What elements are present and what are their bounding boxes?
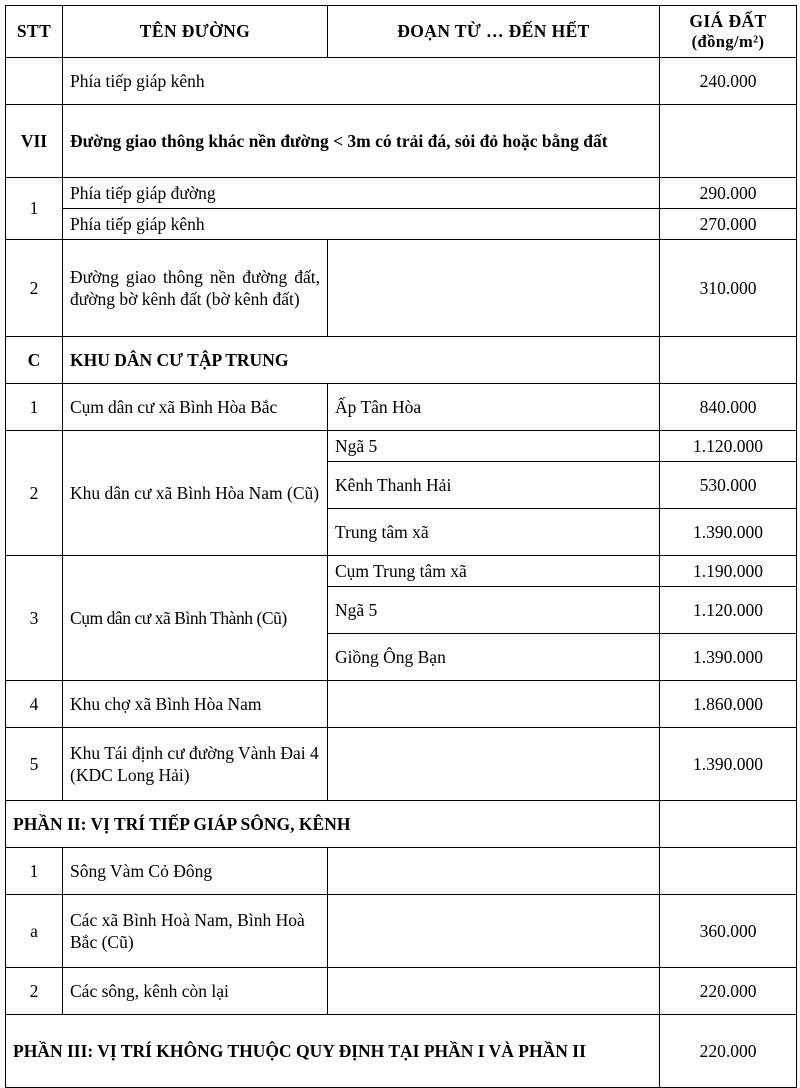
row-price: 1.120.000 — [660, 587, 797, 634]
table-header — [6, 6, 797, 58]
column-header-stt: STT — [6, 6, 63, 58]
column-header-price-main: GIÁ ĐẤT — [689, 11, 767, 31]
row-stt: 2 — [6, 430, 63, 555]
table-row — [6, 848, 797, 895]
table-row-section — [6, 801, 797, 848]
row-name: Phía tiếp giáp kênh — [63, 57, 660, 104]
land-price-table — [5, 5, 797, 1088]
table-row — [6, 430, 797, 461]
row-stt: 1 — [6, 177, 63, 239]
row-price: 530.000 — [660, 461, 797, 508]
table-row — [6, 968, 797, 1015]
row-segment: Ngã 5 — [328, 430, 660, 461]
row-stt: a — [6, 895, 63, 968]
row-segment: Ngã 5 — [328, 587, 660, 634]
column-header-segment: ĐOẠN TỪ … ĐẾN HẾT — [328, 6, 660, 58]
row-name: Các xã Bình Hoà Nam, Bình Hoà Bắc (Cũ) — [63, 895, 328, 968]
row-segment: Cụm Trung tâm xã — [328, 555, 660, 586]
row-price — [660, 336, 797, 383]
row-stt: 1 — [6, 848, 63, 895]
row-segment — [328, 239, 660, 336]
row-stt — [6, 57, 63, 104]
row-price: 1.390.000 — [660, 634, 797, 681]
row-price: 1.190.000 — [660, 555, 797, 586]
row-price: 270.000 — [660, 208, 797, 239]
section-title: KHU DÂN CƯ TẬP TRUNG — [63, 336, 660, 383]
table-row — [6, 57, 797, 104]
column-header-street-name: TÊN ĐƯỜNG — [63, 6, 328, 58]
section-title: PHẦN III: VỊ TRÍ KHÔNG THUỘC QUY ĐỊNH TẠI PHẦN I VÀ PHẦN II — [6, 1015, 660, 1088]
row-price: 310.000 — [660, 239, 797, 336]
row-price: 840.000 — [660, 383, 797, 430]
table-row — [6, 895, 797, 968]
row-price: 360.000 — [660, 895, 797, 968]
row-price: 1.390.000 — [660, 508, 797, 555]
row-segment — [328, 895, 660, 968]
row-stt: 5 — [6, 728, 63, 801]
row-price: 1.390.000 — [660, 728, 797, 801]
table-row — [6, 239, 797, 336]
row-segment: Giồng Ông Bạn — [328, 634, 660, 681]
table-row — [6, 555, 797, 586]
table-row-section — [6, 1015, 797, 1088]
table-row — [6, 728, 797, 801]
row-name: Phía tiếp giáp đường — [63, 177, 660, 208]
row-stt: C — [6, 336, 63, 383]
row-price: 1.120.000 — [660, 430, 797, 461]
table-row-section — [6, 336, 797, 383]
row-price: 290.000 — [660, 177, 797, 208]
row-segment — [328, 681, 660, 728]
row-stt: 2 — [6, 968, 63, 1015]
row-name: Khu dân cư xã Bình Hòa Nam (Cũ) — [63, 430, 328, 555]
section-title: PHẦN II: VỊ TRÍ TIẾP GIÁP SÔNG, KÊNH — [6, 801, 660, 848]
row-segment: Ấp Tân Hòa — [328, 383, 660, 430]
row-price: 220.000 — [660, 968, 797, 1015]
row-stt: 3 — [6, 555, 63, 680]
row-price — [660, 104, 797, 177]
row-name: Khu Tái định cư đường Vành Đai 4 (KDC Long Hải) — [63, 728, 328, 801]
table-row — [6, 383, 797, 430]
row-price — [660, 801, 797, 848]
table-row — [6, 681, 797, 728]
column-header-price — [660, 6, 797, 58]
row-stt: 1 — [6, 383, 63, 430]
row-stt: 2 — [6, 239, 63, 336]
column-header-price-unit: (đồng/m²) — [691, 32, 765, 52]
table-body — [6, 57, 797, 1087]
row-price: 240.000 — [660, 57, 797, 104]
row-name: Khu chợ xã Bình Hòa Nam — [63, 681, 328, 728]
row-name: Sông Vàm Cỏ Đông — [63, 848, 328, 895]
row-segment — [328, 728, 660, 801]
section-title: Đường giao thông khác nền đường < 3m có trải đá, sỏi đỏ hoặc bằng đất — [63, 104, 660, 177]
row-segment — [328, 848, 660, 895]
row-name: Đường giao thông nền đường đất, đường bờ kênh đất (bờ kênh đất) — [63, 239, 328, 336]
row-price: 1.860.000 — [660, 681, 797, 728]
row-stt: 4 — [6, 681, 63, 728]
row-price — [660, 848, 797, 895]
table-row — [6, 208, 797, 239]
table-header-row — [6, 6, 797, 58]
row-segment: Kênh Thanh Hải — [328, 461, 660, 508]
row-segment: Trung tâm xã — [328, 508, 660, 555]
row-stt: VII — [6, 104, 63, 177]
row-segment — [328, 968, 660, 1015]
table-row — [6, 177, 797, 208]
row-price: 220.000 — [660, 1015, 797, 1088]
row-name: Cụm dân cư xã Bình Hòa Bắc — [63, 383, 328, 430]
row-name: Cụm dân cư xã Bình Thành (Cũ) — [63, 555, 328, 680]
row-name: Các sông, kênh còn lại — [63, 968, 328, 1015]
row-name: Phía tiếp giáp kênh — [63, 208, 660, 239]
table-row-section — [6, 104, 797, 177]
